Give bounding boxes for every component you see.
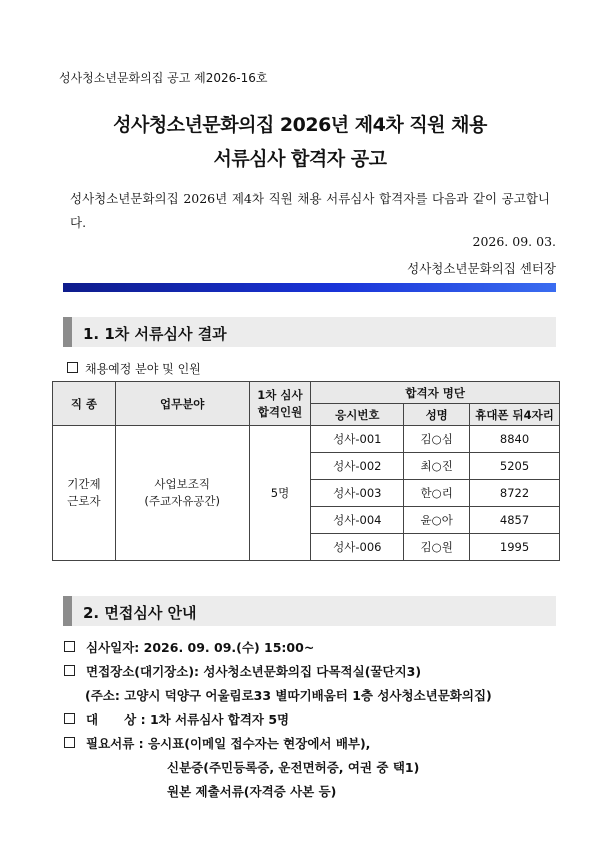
job-type-line2: 근로자 [67, 494, 101, 508]
section1-subtitle [67, 360, 201, 377]
interview-date: 심사일자: 2026. 09. 09.(수) 15:00~ [86, 640, 315, 655]
list-item [64, 756, 492, 780]
phone-cell: 8840 [470, 426, 560, 453]
title-divider-bar [63, 283, 556, 292]
header-phone: 휴대폰 뒤4자리 [470, 404, 560, 426]
subtitle-label: 채용예정 분야 및 인원 [85, 362, 201, 376]
header-field: 업무분야 [115, 382, 249, 426]
field-line2: (주교자유공간) [144, 494, 221, 508]
list-item [64, 780, 492, 804]
signature: 성사청소년문화의집 센터장 [407, 261, 556, 276]
job-type-line1: 기간제 [67, 477, 101, 491]
checkbox-bullet-icon [64, 713, 75, 724]
name-cell: 김○원 [404, 534, 470, 561]
exam-no-cell: 성사-001 [311, 426, 404, 453]
page-title: 성사청소년문화의집 2026년 제4차 직원 채용 [113, 114, 487, 136]
notice-serial: 성사청소년문화의집 공고 제2026-16호 [59, 71, 268, 85]
checkbox-bullet-icon [64, 641, 75, 652]
table-row [53, 426, 560, 453]
section2-title: 2. 면접심사 안내 [83, 604, 197, 622]
interview-target: 대 상 : 1차 서류심사 합격자 5명 [86, 712, 290, 727]
required-docs-line2: 신분증(주민등록증, 운전면허증, 여권 중 택1) [167, 760, 420, 775]
phone-cell: 1995 [470, 534, 560, 561]
header-passed-line2: 합격인원 [257, 404, 303, 419]
checkbox-bullet-icon [64, 737, 75, 748]
list-item [64, 660, 492, 684]
section1-heading [63, 317, 556, 347]
exam-no-cell: 성사-003 [311, 480, 404, 507]
header-list-group: 합격자 명단 [311, 382, 560, 404]
field-line1: 사업보조직 [154, 477, 210, 491]
header-exam-no: 응시번호 [311, 404, 404, 426]
job-type-cell [53, 426, 116, 561]
name-cell: 김○심 [404, 426, 470, 453]
header-job-type: 직 종 [53, 382, 116, 426]
required-docs: 필요서류 : 응시표(이메일 접수자는 현장에서 배부), [86, 736, 371, 751]
list-item [64, 636, 492, 660]
section-marker [63, 596, 72, 626]
section1-title: 1. 1차 서류심사 결과 [83, 325, 227, 343]
phone-cell: 5205 [470, 453, 560, 480]
intro-text: 성사청소년문화의집 2026년 제4차 직원 채용 서류심사 합격자를 다음과 같이 공고합니다. [70, 191, 550, 230]
list-item [64, 708, 492, 732]
results-table [52, 381, 560, 561]
page-subtitle: 서류심사 합격자 공고 [213, 148, 387, 170]
section-marker [63, 317, 72, 347]
notice-date: 2026. 09. 03. [472, 234, 556, 249]
phone-cell: 8722 [470, 480, 560, 507]
list-item [64, 684, 492, 708]
required-docs-line3: 원본 제출서류(자격증 사본 등) [167, 784, 337, 799]
name-cell: 최○진 [404, 453, 470, 480]
interview-info-list [64, 636, 492, 804]
field-cell [115, 426, 249, 561]
name-cell: 한○리 [404, 480, 470, 507]
header-passed [249, 382, 311, 426]
phone-cell: 4857 [470, 507, 560, 534]
header-passed-line1: 1차 심사 [257, 387, 303, 402]
exam-no-cell: 성사-004 [311, 507, 404, 534]
passed-count-cell: 5명 [249, 426, 311, 561]
exam-no-cell: 성사-006 [311, 534, 404, 561]
interview-place: 면접장소(대기장소): 성사청소년문화의집 다목적실(꿀단지3) [86, 664, 422, 679]
checkbox-bullet-icon [67, 362, 78, 373]
checkbox-bullet-icon [64, 665, 75, 676]
name-cell: 윤○아 [404, 507, 470, 534]
exam-no-cell: 성사-002 [311, 453, 404, 480]
header-name: 성명 [404, 404, 470, 426]
list-item [64, 732, 492, 756]
section2-heading [63, 596, 556, 626]
interview-address: (주소: 고양시 덕양구 어울림로33 별따기배움터 1층 성사청소년문화의집) [85, 688, 492, 703]
